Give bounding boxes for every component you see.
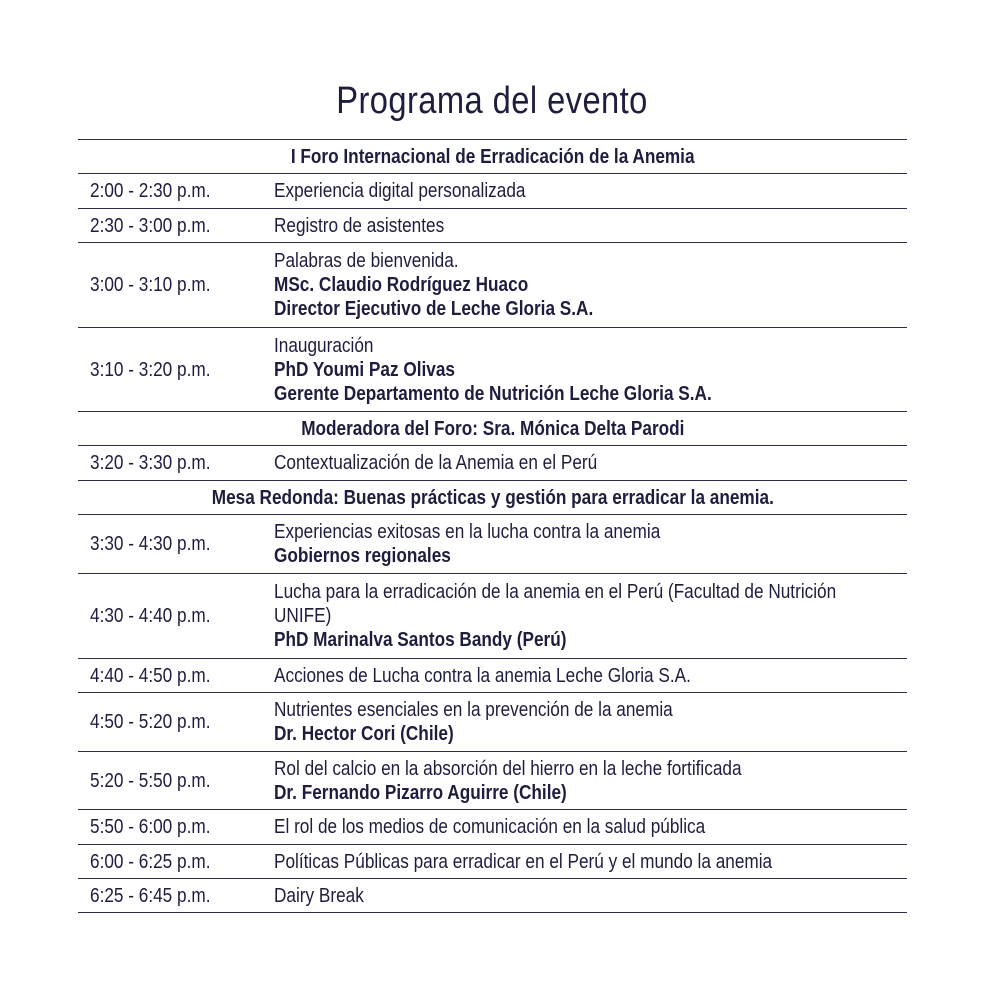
speaker-name: Dr. Hector Cori (Chile) (274, 723, 454, 745)
time-slot (78, 604, 274, 628)
activity-title: El rol de los medios de comunicación en la salud pública (274, 816, 706, 838)
activity (274, 884, 907, 908)
activity (274, 451, 907, 475)
page-title: Programa del evento (336, 80, 648, 122)
section-heading: Mesa Redonda: Buenas prácticas y gestión para erradicar la anemia. (211, 486, 774, 509)
program-table (78, 139, 907, 913)
speaker-name: PhD Youmi Paz Olivas (274, 358, 455, 381)
section-row (78, 481, 907, 515)
time-label: 6:25 - 6:45 p.m. (90, 884, 211, 907)
schedule-row (78, 810, 907, 845)
activity-title: Nutrientes esenciales en la prevención de la anemia (274, 699, 673, 721)
activity (274, 249, 907, 321)
activity-title: Registro de asistentes (274, 214, 445, 237)
schedule-row (78, 174, 907, 209)
time-slot (78, 664, 274, 688)
schedule-row (78, 693, 907, 752)
time-slot (78, 850, 274, 874)
activity (274, 334, 907, 406)
time-slot (78, 884, 274, 908)
activity (274, 698, 907, 746)
schedule-row (78, 243, 907, 328)
schedule-row (78, 845, 907, 879)
time-slot (78, 710, 274, 734)
section-heading: Moderadora del Foro: Sra. Mónica Delta Parodi (300, 417, 685, 440)
schedule-row (78, 209, 907, 243)
activity (274, 580, 934, 652)
speaker-name: Director Ejecutivo de Leche Gloria S.A. (274, 298, 594, 320)
section-row (78, 412, 907, 446)
time-slot (78, 815, 274, 839)
schedule-row (78, 515, 907, 574)
time-label: 3:20 - 3:30 p.m. (90, 452, 211, 474)
activity-title: UNIFE) (274, 605, 332, 627)
time-label: 2:30 - 3:00 p.m. (90, 214, 211, 237)
activity-title: Lucha para la erradicación de la anemia en el Perú (Facultad de Nutrición (274, 581, 837, 603)
schedule-row (78, 328, 907, 412)
speaker-name: Dr. Fernando Pizarro Aguirre (Chile) (274, 781, 567, 804)
section-heading: I Foro Internacional de Erradicación de la Anemia (290, 145, 695, 168)
speaker-name: Gobiernos regionales (274, 545, 451, 567)
time-label: 5:50 - 6:00 p.m. (90, 816, 211, 838)
time-slot (78, 214, 274, 238)
time-label: 4:50 - 5:20 p.m. (90, 711, 211, 733)
time-label: 5:20 - 5:50 p.m. (90, 769, 211, 792)
time-slot (78, 451, 274, 475)
schedule-row (78, 752, 907, 810)
time-slot (78, 769, 274, 793)
time-slot (78, 358, 274, 382)
time-slot (78, 532, 274, 556)
schedule-row (78, 446, 907, 481)
schedule-row (78, 574, 907, 659)
activity-title: Rol del calcio en la absorción del hierro en la leche fortificada (274, 757, 742, 780)
time-label: 4:30 - 4:40 p.m. (90, 605, 211, 627)
time-label: 6:00 - 6:25 p.m. (90, 850, 211, 873)
activity-title: Palabras de bienvenida. (274, 250, 459, 272)
activity (274, 757, 907, 805)
activity-title: Acciones de Lucha contra la anemia Leche Gloria S.A. (274, 664, 691, 687)
activity (274, 664, 907, 688)
activity-title: Experiencias exitosas en la lucha contra la anemia (274, 521, 661, 543)
activity-title: Dairy Break (274, 884, 364, 907)
activity-title: Inauguración (274, 334, 374, 357)
activity (274, 815, 907, 839)
speaker-name: PhD Marinalva Santos Bandy (Perú) (274, 629, 567, 651)
time-label: 3:30 - 4:30 p.m. (90, 533, 211, 555)
speaker-name: Gerente Departamento de Nutrición Leche Gloria S.A. (274, 382, 712, 405)
time-label: 3:00 - 3:10 p.m. (90, 274, 211, 296)
time-label: 3:10 - 3:20 p.m. (90, 358, 211, 381)
activity-title: Experiencia digital personalizada (274, 180, 526, 202)
schedule-row (78, 659, 907, 693)
time-label: 4:40 - 4:50 p.m. (90, 664, 211, 687)
activity (274, 214, 907, 238)
activity (274, 850, 907, 874)
time-label: 2:00 - 2:30 p.m. (90, 180, 211, 202)
activity-title: Contextualización de la Anemia en el Perú (274, 452, 598, 474)
section-row (78, 140, 907, 174)
time-slot (78, 179, 274, 203)
activity-title: Políticas Públicas para erradicar en el Perú y el mundo la anemia (274, 850, 773, 873)
activity (274, 520, 907, 568)
schedule-row (78, 879, 907, 913)
time-slot (78, 273, 274, 297)
activity (274, 179, 907, 203)
speaker-name: MSc. Claudio Rodríguez Huaco (274, 274, 529, 296)
